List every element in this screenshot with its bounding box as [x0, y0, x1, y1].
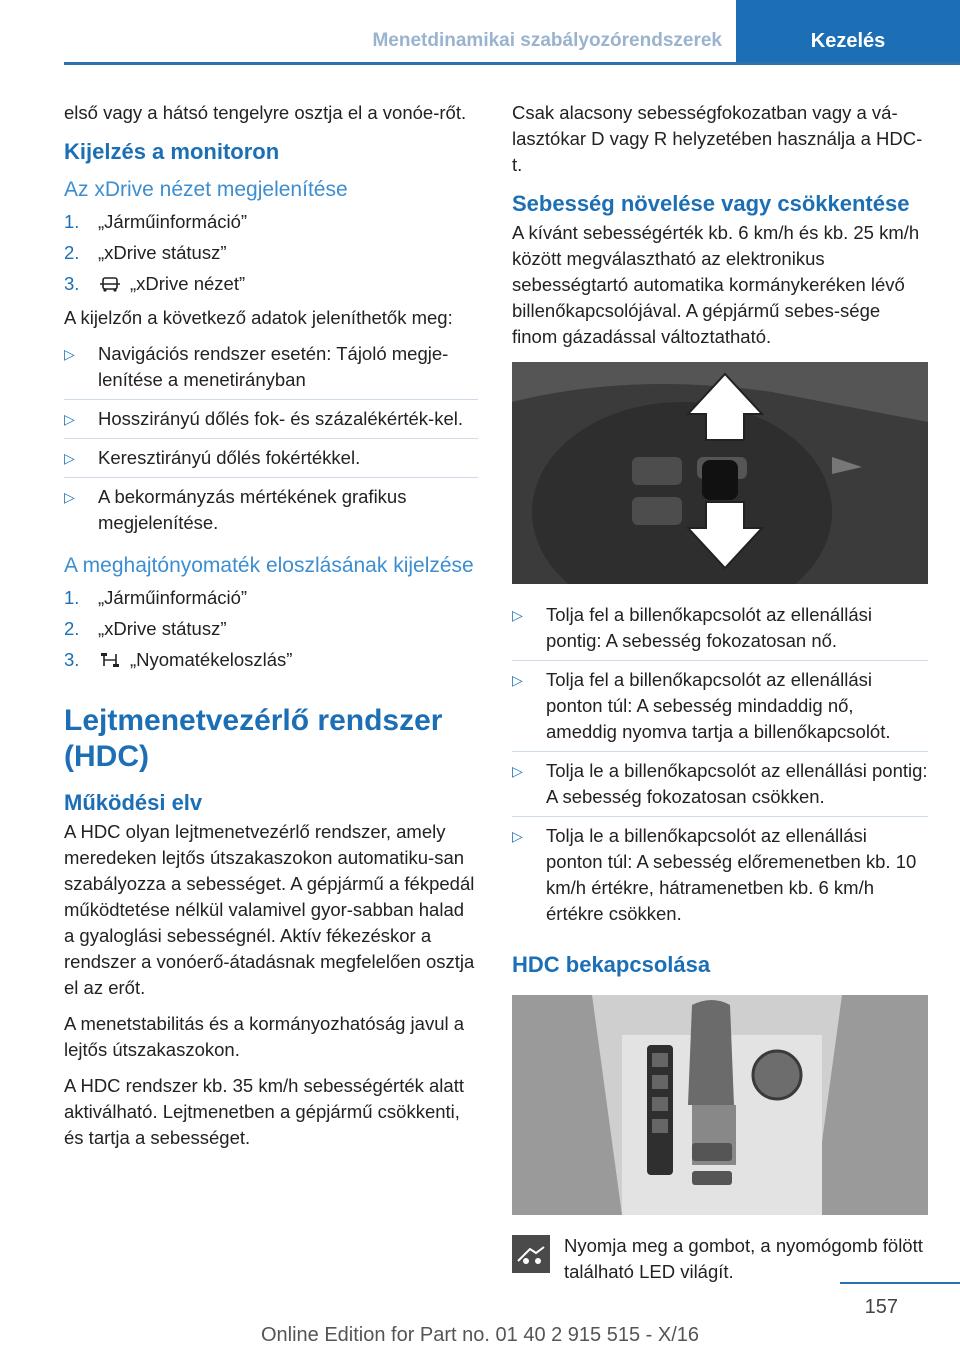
edition-note: Online Edition for Part no. 01 40 2 915 515 - X/16	[260, 1324, 700, 1346]
xdrive-view-icon	[98, 275, 122, 293]
triangle-bullet-icon: ▷	[64, 411, 75, 427]
paragraph-activation: A HDC rendszer kb. 35 km/h sebességérték alatt aktiválható. Lejtmenetben a gépjármű csökkenti, és tartja a sebességet.	[64, 1075, 464, 1148]
list-item: ▷ Tolja le a billenőkapcsolót az ellenállási ponton túl: A sebesség előremenetben kb. 10 km/h értékre, hátramenetben kb. 6 km/h értékre csökken.	[512, 823, 928, 933]
triangle-bullet-icon: ▷	[512, 672, 523, 688]
triangle-bullet-icon: ▷	[512, 763, 523, 779]
heading-xdrive-view: Az xDrive nézet megjelenítése	[64, 178, 348, 201]
paragraph-principle: A HDC olyan lejtmenetvezérlő rendszer, amely meredeken lejtős útszakaszokon automatiku‐san szabályozza a sebességet. A gépjármű a fékpedál működtetése nélkül valamivel gyor‐sabban halad a gyaloglási sebességnél. Aktív fékezéskor a rendszer a vonóerő-átadásnak megfelelően osztja el az erőt.	[64, 821, 475, 998]
led-note	[512, 1233, 928, 1285]
steps-xdrive	[64, 209, 478, 297]
display-bullets	[64, 341, 478, 542]
paragraph-speed: A kívánt sebességérték kb. 6 km/h és kb. 25 km/h között megválasztható az elektronikus sebességtartó automatika kormánykeréken lévő billenőkapcsolójával. A gépjármű sebes‐sége finom gázadással változtatható.	[512, 222, 920, 347]
switch-bullets	[512, 602, 928, 933]
list-item: ▷ Tolja fel a billenőkapcsolót az ellenállási pontig: A sebesség fokozatosan nő.	[512, 602, 928, 661]
page-number: 157	[864, 1296, 898, 1318]
paragraph-gear: Csak alacsony sebességfokozatban vagy a vá‐lasztókar D vagy R helyzetében használja a HDC-t.	[512, 102, 923, 175]
left-column	[64, 100, 478, 1161]
list-item: 2. „xDrive státusz”	[64, 618, 227, 639]
triangle-bullet-icon: ▷	[512, 607, 523, 623]
list-item: ▷ A bekormányzás mértékének grafikus megjelenítése.	[64, 484, 478, 542]
steering-wheel-illustration	[512, 362, 928, 584]
list-item: 2. „xDrive státusz”	[64, 242, 227, 263]
center-console-illustration	[512, 995, 928, 1215]
led-note-text: Nyomja meg a gombot, a nyomógomb fölött található LED világít.	[564, 1235, 923, 1282]
paragraph-stability: A menetstabilitás és a kormányozhatóság javul a lejtős útszakaszokon.	[64, 1013, 465, 1060]
heading-speed: Sebesség növelése vagy csökkentése	[512, 191, 910, 216]
steering-wheel-switch-image	[512, 362, 928, 584]
heading-torque: A meghajtónyomaték eloszlásának kijelzése	[64, 554, 474, 577]
heading-kijelzes: Kijelzés a monitoron	[64, 139, 280, 164]
page-header	[64, 0, 960, 65]
center-console-image	[512, 995, 928, 1215]
steps-torque	[64, 585, 478, 673]
list-item: ▷ Tolja le a billenőkapcsolót az ellenállási pontig: A sebesség fokozatosan csökken.	[512, 758, 928, 817]
page-footer	[0, 1282, 960, 1362]
footer-rule	[840, 1282, 960, 1284]
triangle-bullet-icon: ▷	[64, 450, 75, 466]
right-column	[512, 100, 928, 1285]
triangle-bullet-icon: ▷	[64, 489, 75, 505]
heading-hdc-on: HDC bekapcsolása	[512, 952, 711, 977]
triangle-bullet-icon: ▷	[64, 346, 75, 362]
heading-hdc: Lejtmenetvezérlő rendszer (HDC)	[64, 704, 443, 773]
list-item: 3. „xDrive nézet”	[64, 273, 246, 294]
intro-text: első vagy a hátsó tengelyre osztja el a vonóe‐rőt.	[64, 102, 467, 123]
triangle-bullet-icon: ▷	[512, 828, 523, 844]
section-title: Menetdinamikai szabályozórendszerek	[372, 30, 722, 51]
list-item: ▷ Navigációs rendszer esetén: Tájoló megje‐lenítése a menetirányban	[64, 341, 478, 400]
list-item: 3. „Nyomatékeloszlás”	[64, 649, 293, 670]
list-item: ▷ Keresztirányú dőlés fokértékkel.	[64, 445, 478, 478]
chapter-tab[interactable]: Kezelés	[736, 0, 960, 62]
heading-principle: Működési elv	[64, 790, 203, 815]
list-item: 1. „Járműinformáció”	[64, 211, 248, 232]
display-intro: A kijelzőn a következő adatok jeleníthetők meg:	[64, 307, 453, 328]
list-item: ▷ Tolja fel a billenőkapcsolót az ellenállási ponton túl: A sebesség mindaddig nő, ameddig nyomva tartja a billenőkapcsolót.	[512, 667, 928, 752]
torque-distribution-icon	[98, 651, 122, 669]
hdc-button-icon	[512, 1235, 550, 1273]
list-item: ▷ Hosszirányú dőlés fok- és százalékérték‐kel.	[64, 406, 478, 439]
list-item: 1. „Járműinformáció”	[64, 587, 248, 608]
